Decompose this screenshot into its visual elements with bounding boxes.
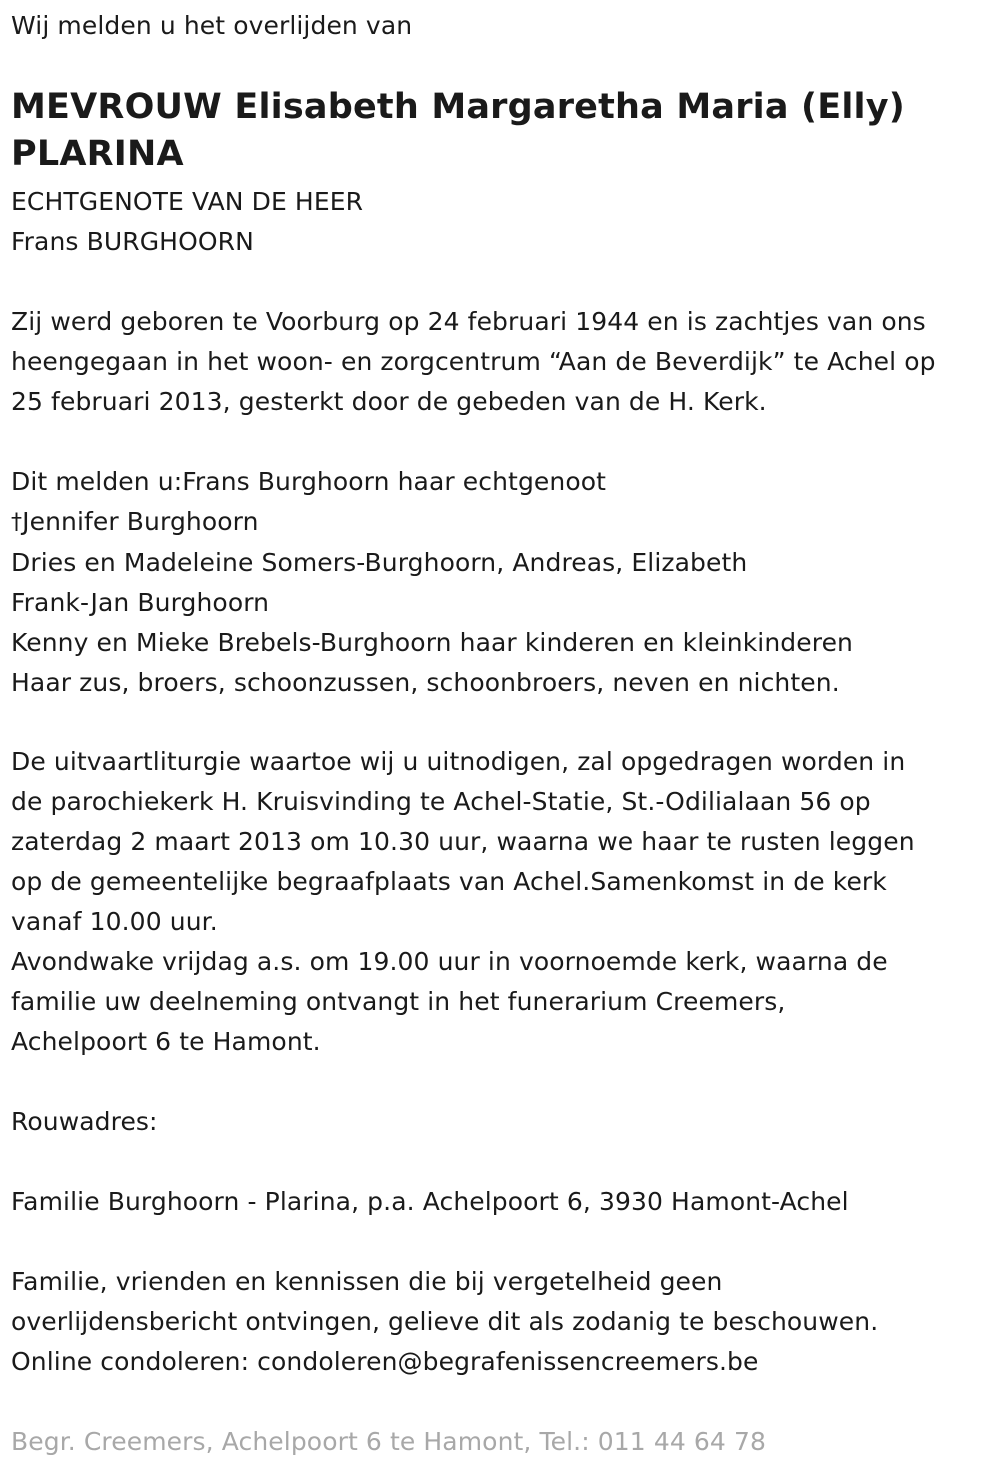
birth-death-line: heengegaan in het woon- en zorgcentrum “Aan de Beverdijk” te Achel op xyxy=(11,347,936,376)
closing-line: overlijdensbericht ontvingen, gelieve dit als zodanig te beschouwen. xyxy=(11,1307,879,1336)
mourning-address-label: Rouwadres: xyxy=(11,1107,158,1136)
funeral-line: De uitvaartliturgie waartoe wij u uitnodigen, zal opgedragen worden in xyxy=(11,747,906,776)
announcer-line: Dries en Madeleine Somers-Burghoorn, Andreas, Elizabeth xyxy=(11,548,748,577)
funeral-line: zaterdag 2 maart 2013 om 10.30 uur, waarna we haar te rusten leggen xyxy=(11,827,915,856)
funeral-line: de parochiekerk H. Kruisvinding te Achel-Statie, St.-Odilialaan 56 op xyxy=(11,787,871,816)
cross-icon: † xyxy=(11,510,23,535)
deceased-name-line-1: MEVROUW Elisabeth Margaretha Maria (Elly) xyxy=(11,87,905,127)
deceased-name xyxy=(11,84,905,178)
closing-paragraph xyxy=(11,1262,878,1382)
spouse-block xyxy=(11,182,363,262)
vigil-line: Achelpoort 6 te Hamont. xyxy=(11,1027,321,1056)
announcer-line: Frank-Jan Burghoorn xyxy=(11,588,270,617)
announcer-line: Dit melden u:Frans Burghoorn haar echtgenoot xyxy=(11,467,607,496)
vigil-line: familie uw deelneming ontvangt in het funerarium Creemers, xyxy=(11,987,786,1016)
funeral-home-footer: Begr. Creemers, Achelpoort 6 te Hamont, Tel.: 011 44 64 78 xyxy=(11,1427,766,1456)
announcer-line: Haar zus, broers, schoonzussen, schoonbroers, neven en nichten. xyxy=(11,668,840,697)
closing-line: Familie, vrienden en kennissen die bij vergetelheid geen xyxy=(11,1267,723,1296)
announcers-list xyxy=(11,462,853,703)
intro-text: Wij melden u het overlijden van xyxy=(11,11,413,40)
vigil-line: Avondwake vrijdag a.s. om 19.00 uur in voornoemde kerk, waarna de xyxy=(11,947,888,976)
birth-death-paragraph xyxy=(11,302,936,422)
funeral-paragraph xyxy=(11,742,915,1062)
mourning-address-label-block xyxy=(11,1102,158,1142)
birth-death-line: Zij werd geboren te Voorburg op 24 februari 1944 en is zachtjes van ons xyxy=(11,307,926,336)
announcer-line-deceased-child xyxy=(11,502,853,543)
spouse-title: ECHTGENOTE VAN DE HEER xyxy=(11,187,364,216)
announcer-name: Jennifer Burghoorn xyxy=(22,507,259,536)
deceased-name-line-2: PLARINA xyxy=(11,134,184,174)
online-condolence-line: Online condoleren: condoleren@begrafenissencreemers.be xyxy=(11,1347,759,1376)
mourning-address: Familie Burghoorn - Plarina, p.a. Achelpoort 6, 3930 Hamont-Achel xyxy=(11,1187,849,1216)
funeral-line: op de gemeentelijke begraafplaats van Achel.Samenkomst in de kerk xyxy=(11,867,887,896)
spouse-name: Frans BURGHOORN xyxy=(11,227,254,256)
mourning-address-block xyxy=(11,1182,849,1222)
birth-death-line: 25 februari 2013, gesterkt door de gebeden van de H. Kerk. xyxy=(11,387,767,416)
announcer-line: Kenny en Mieke Brebels-Burghoorn haar kinderen en kleinkinderen xyxy=(11,628,853,657)
funeral-line: vanaf 10.00 uur. xyxy=(11,907,218,936)
